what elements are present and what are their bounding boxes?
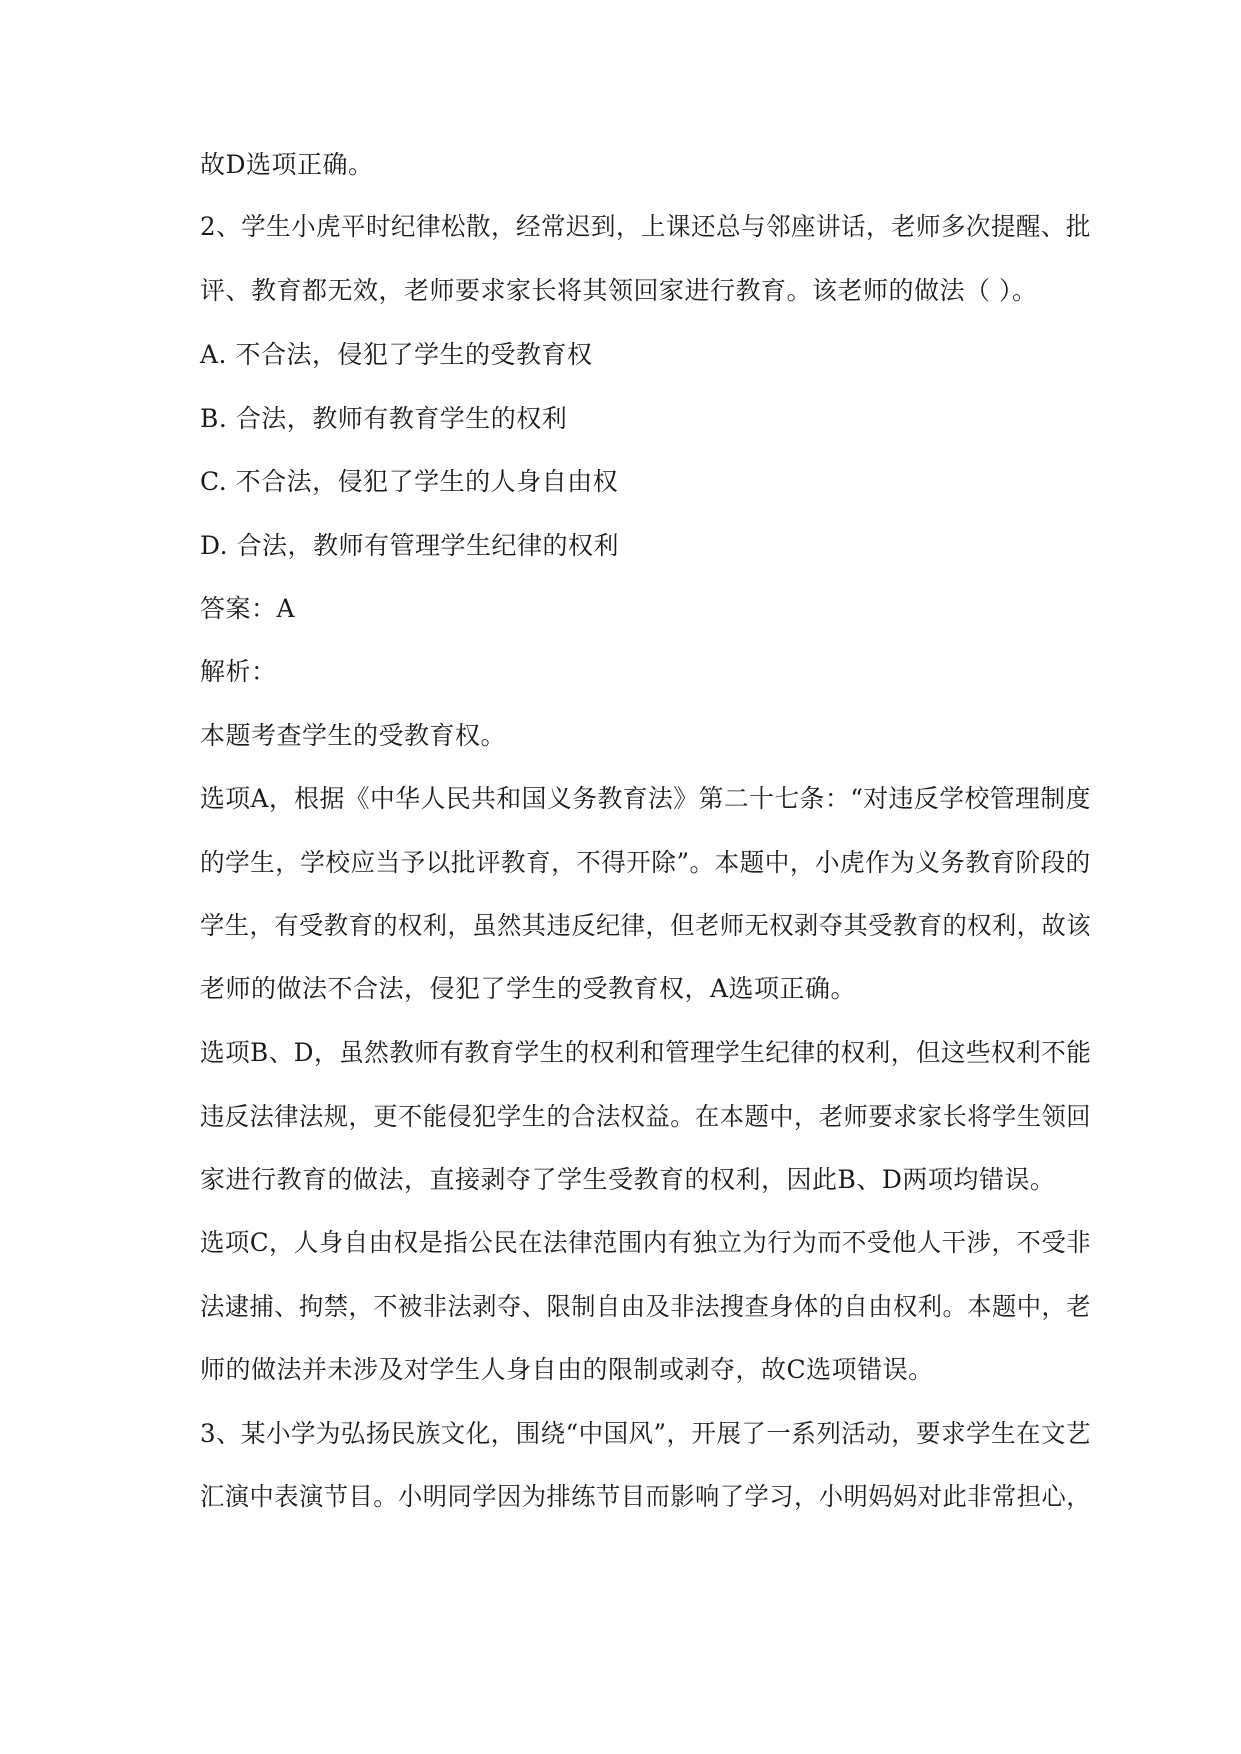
option-c: C. 不合法，侵犯了学生的人身自由权 <box>200 467 619 496</box>
option-d: D. 合法，教师有管理学生纪律的权利 <box>200 531 620 560</box>
analysis-c-line-1: 选项C，人身自由权是指公民在法律范围内有独立为行为而不受他人干涉，不受非 <box>200 1228 1092 1257</box>
analysis-bd-line-2: 违反法律法规，更不能侵犯学生的合法权益。在本题中，老师要求家长将学生领回 <box>200 1102 1092 1131</box>
analysis-a-line-4: 老师的做法不合法，侵犯了学生的受教育权，A选项正确。 <box>200 974 857 1003</box>
analysis-a-line-1: 选项A，根据《中华人民共和国义务教育法》第二十七条：“对违反学校管理制度 <box>200 784 1091 813</box>
option-a: A. 不合法，侵犯了学生的受教育权 <box>200 340 593 369</box>
question-2-stem-line-2: 评、教育都无效，老师要求家长将其领回家进行教育。该老师的做法（ ）。 <box>200 276 1038 305</box>
analysis-a-line-2: 的学生，学校应当予以批评教育，不得开除”。本题中，小虎作为义务教育阶段的 <box>200 848 1091 877</box>
analysis-bd-line-1: 选项B、D，虽然教师有教育学生的权利和管理学生纪律的权利，但这些权利不能 <box>200 1038 1092 1067</box>
answer-line: 答案：A <box>200 594 296 623</box>
analysis-a-line-3: 学生，有受教育的权利，虽然其违反纪律，但老师无权剥夺其受教育的权利，故该 <box>200 911 1092 940</box>
question-3-stem-line-2: 汇演中表演节目。小明同学因为排练节目而影响了学习，小明妈妈对此非常担心， <box>200 1482 1092 1511</box>
analysis-intro: 本题考查学生的受教育权。 <box>200 721 507 750</box>
analysis-c-line-3: 师的做法并未涉及对学生人身自由的限制或剥夺，故C选项错误。 <box>200 1355 934 1384</box>
text-line-conclusion: 故D选项正确。 <box>200 150 374 179</box>
question-2-stem-line-1: 2、学生小虎平时纪律松散，经常迟到，上课还总与邻座讲话，老师多次提醒、批 <box>200 212 1091 241</box>
analysis-bd-line-3: 家进行教育的做法，直接剥夺了学生受教育的权利，因此B、D两项均错误。 <box>200 1165 1056 1194</box>
analysis-heading: 解析： <box>200 657 277 686</box>
question-3-stem-line-1: 3、某小学为弘扬民族文化，围绕“中国风”，开展了一系列活动，要求学生在文艺 <box>200 1419 1091 1448</box>
analysis-c-line-2: 法逮捕、拘禁，不被非法剥夺、限制自由及非法搜查身体的自由权利。本题中，老 <box>200 1292 1092 1321</box>
option-b: B. 合法，教师有教育学生的权利 <box>200 404 568 433</box>
